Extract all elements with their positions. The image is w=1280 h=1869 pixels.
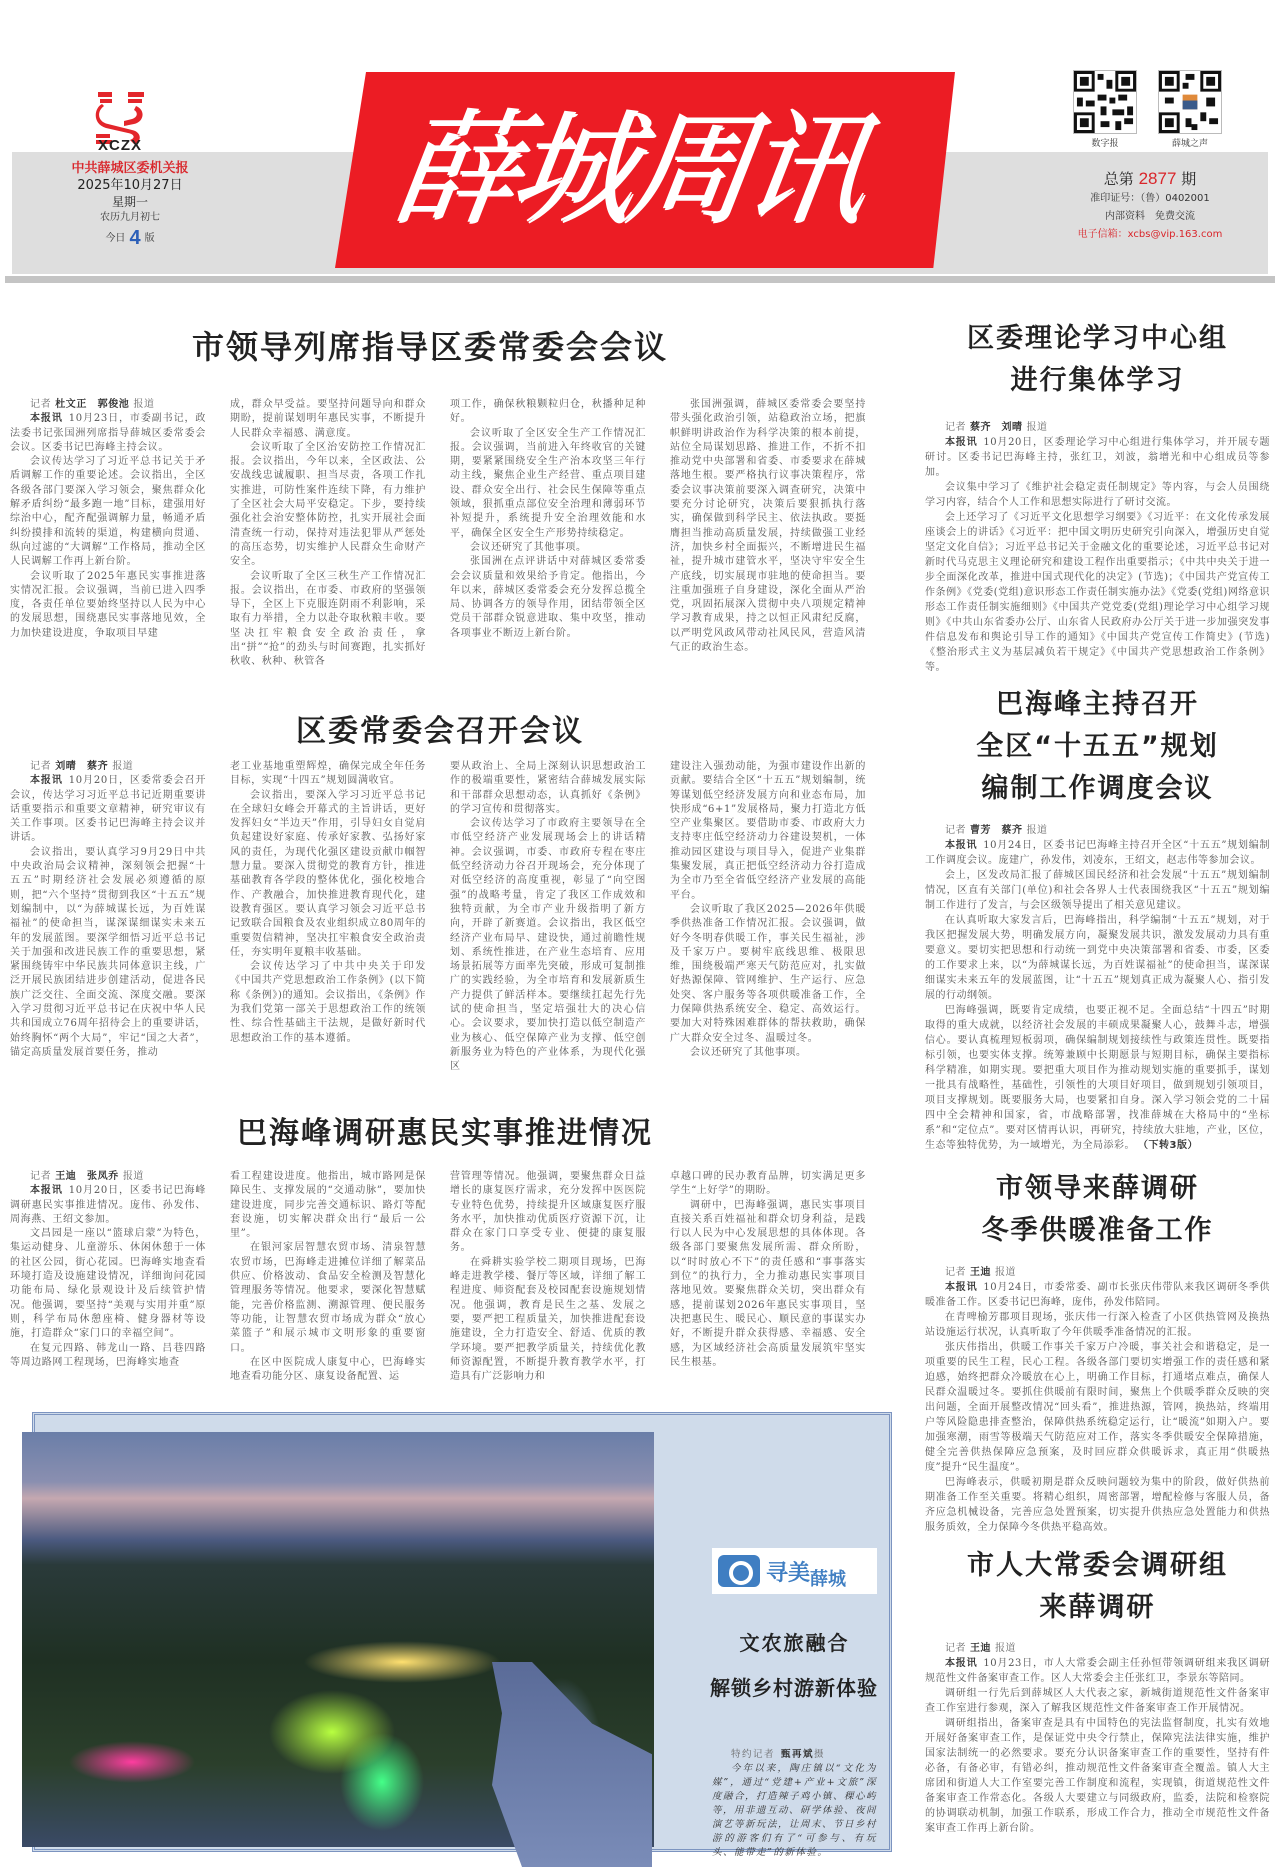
paragraph: 会上，区发改局汇报了薛城区国民经济和社会发展“十五五”规划编制情况，区直有关部门(单位)和社会各界人士代表围绕我区“十五五”规划编制工作进行了发言，与会区级领导提出了相关意见建议。 xyxy=(925,870,1270,912)
lead-paragraph: 本报讯 10月20日，区委书记巴海峰调研惠民实事推进情况。庞伟、孙发伟、周海燕、王绍文参加。 xyxy=(10,1185,206,1225)
paragraph: 会议传达学习了习近平总书记关于矛盾调解工作的重要论述。会议指出，全区各级各部门要深入学习领会，聚焦群众化解矛盾纠纷“最多跑一地”目标，建强用好综治中心，配齐配强调解力量，畅通矛盾纠纷摸排和流转的渠道，构建横向贯通、纵向过滤的“大调解”工作格局，推动全区人民调解工作再上新台阶。 xyxy=(10,456,206,568)
paragraph: 会议集中学习了《维护社会稳定责任制规定》等内容，与会人员围绕学习内容，结合个人工作和思想实际进行了研讨交流。 xyxy=(925,482,1270,509)
night-park-photo[interactable] xyxy=(22,1432,654,1847)
page-count-suffix: 版 xyxy=(144,233,155,244)
reporter-names: 曹芳 蔡齐 xyxy=(970,825,1023,836)
headline[interactable] xyxy=(925,1545,1270,1629)
reporter-names: 蔡齐 刘晴 xyxy=(970,422,1023,433)
column-logo-text-a: 寻美 xyxy=(766,1560,811,1586)
byline-text: 记者 xyxy=(945,422,966,433)
paragraph: 看工程建设进度。他指出，城市路网是保障民生、支撑发展的“交通动脉”，要加快建设进度，同步完善交通标识、路灯等配套设施，切实解决群众出行“最后一公里”。 xyxy=(230,1171,426,1240)
page-count xyxy=(20,226,240,251)
lead-tag: 本报讯 xyxy=(945,1658,978,1670)
byline-text: 记者 xyxy=(945,825,966,836)
byline xyxy=(10,760,206,774)
newspaper-title: 薛城周讯 xyxy=(384,98,870,242)
qr-label-digital: 数字报 xyxy=(1091,139,1119,149)
issue-number xyxy=(1040,168,1260,190)
weekday: 星期一 xyxy=(111,195,148,209)
paragraph: 本报讯 10月23日，市人大常委会副主任孙恒带领调研组来我区调研规范性文件备案审查工作。区人大常委会主任张红卫，李景东等陪同。 xyxy=(925,1658,1271,1685)
paragraph: 会议听取了我区2025—2026年供暖季供热准备工作情况汇报。会议强调，做好今冬明春供暖工作，事关民生福祉，涉及千家万户。要树牢底线思维、极限思维，围绕极端严寒天气防范应对，扎实做好热源保障、管网维护、生产运行、应急处突、客户服务等各项供暖准备工作，全力保障供热系统安全、稳定、高效运行。要加大对特殊困难群体的帮扶救助，确保广大群众安全过冬、温暖过冬。 xyxy=(670,903,866,1044)
paragraph: 在舜耕实验学校二期项目现场，巴海峰走进教学楼、餐厅等区域，详细了解工程进度、师资配套及校园配套设施规划情况。他强调，教育是民生之基、发展之要，要严把工程质量关，加快推进配套设施建设，全力打造安全、舒适、优质的教学环境。要严把教学质量关，持续优化教师资源配置，不断提升教育教学水平，打造具有广泛影响力和 xyxy=(450,1256,646,1383)
article-columns xyxy=(10,1170,905,1384)
paragraph: 张庆伟指出，供暖工作事关千家万户冷暖，事关社会和谐稳定，是一项重要的民生工程，民心工程。各级各部门要切实增强工作的责任感和紧迫感，始终把群众冷暖放在心上，明确工作目标，打通堵点难点，确保人民群众温暖过冬。要抓住供暖前有限时间，聚焦上个供暖季群众反映的突出问题，全面开展整改情况“回头看”，推进热源，管网，换热站，终端用户等风险隐患排查整治，保障供热系统稳定运行，让“暖流”如期入户。要加强寒潮，雨雪等极端天气防范应对工作，落实冬季供暖安全保障措施，健全完善供热保障应急预案，及时回应群众供暖诉求，真正用“供暖热度”提升“民生温度”。 xyxy=(925,1342,1270,1474)
headline-line: 区委理论学习中心组 xyxy=(967,323,1228,354)
reporter-names: 王迪 xyxy=(970,1267,991,1278)
paragraph: 会上还学习了《习近平文化思想学习纲要》《习近平：在文化传承发展座谈会上的讲话》《习近平：把中国文明历史研究引向深入，增强历史自觉坚定文化自信》；习近平总书记关于金融文化的重要论述，习近平总书记对新时代马克思主义理论研究和建设工程作出重要指示；《中共中央关于进一步全面深化改革，推进中国式现代化的决定》(节选)；《中国共产党宣传工作条例》《党委(党组)意识形态工作责任制实施办法》《党委(党组)网络意识形态工作责任制实施细则》《中国共产党党委(党组)理论学习中心组学习规则》《中共山东省委办公厅、山东省人民政府办公厅关于进一步加强突发事件信息发布和舆论引导工作的通知》《中国共产党宣传工作简史》(节选)《整治形式主义为基层减负若干规定》《中国共产党思想政治工作条例》等。 xyxy=(925,512,1270,674)
article-column xyxy=(10,398,206,670)
lead-tag: 本报讯 xyxy=(945,1282,978,1294)
headline-line: 市人大常委会调研组 xyxy=(967,1550,1228,1581)
qr-code-icon[interactable] xyxy=(1073,70,1137,134)
paragraph: 要从政治上、全局上深刻认识思想政治工作的极端重要性，紧密结合薛城发展实际和干部群众思想动态，认真抓好《条例》的学习宣传和贯彻落实。 xyxy=(450,761,646,815)
paragraph: 文昌园是一座以“篮球启蒙”为特色，集运动健身、儿童游乐、休闲休憩于一体的社区公园，街心花园。巴海峰实地查看环境打造及设施建设情况，详细询问花园功能布局、绿化景观设计及后续管护情况。他强调，要坚持“美观与实用并重”原则，科学布局休憩座椅、健身器材等设施，打造群众“家门口的幸福空间”。 xyxy=(10,1228,206,1340)
paragraph: 在青啤榆芳郡项目现场，张庆伟一行深入检查了小区供热管网及换热站设施运行状况，认真听取了今年供暖季准备情况的汇报。 xyxy=(925,1312,1270,1339)
river-shape xyxy=(452,1662,652,1867)
article-column xyxy=(670,398,866,670)
paragraph: 卓越口碑的民办教育品牌，切实满足更多学生“上好学”的期盼。 xyxy=(670,1171,866,1197)
distribution-notice: 内部资料 免费交流 xyxy=(1105,211,1195,222)
lead-paragraph: 本报讯 10月23日，市委副书记，政法委书记张国洲列席指导薛城区委常委会会议。区委书记巴海峰主持会议。 xyxy=(10,413,206,453)
paragraph: 本报讯 10月24日，市委常委、副市长张庆伟带队来我区调研冬季供暖准备工作。区委书记巴海峰，庞伟，孙发伟陪同。 xyxy=(925,1282,1271,1309)
lead-tag: 本报讯 xyxy=(30,775,63,787)
camera-icon xyxy=(718,1555,760,1587)
issue-number-value: 2877 xyxy=(1138,169,1177,188)
article-column xyxy=(450,398,646,670)
paragraph: 调研组指出，备案审查是具有中国特色的宪法监督制度，扎实有效地开展好备案审查工作，是保证党中央令行禁止，保障宪法法律实施，维护国家法制统一的必然要求。要充分认识备案审查工作的重要性，坚持有件必备，有备必审，有错必纠，推动规范性文件备案审查全覆盖。镇人大主席团和街道人大工作室要完善工作制度和流程，实现镇，街道规范性文件备案审查工作常态化。各级人大要建立与同级政府，监委，法院和检察院的协调联动机制，加强工作联系，形成工作合力，推动全市规范性文件备案审查工作再上新台阶。 xyxy=(925,1718,1270,1835)
feature-caption-text: 今年以来，陶庄镇以“文化为媒”，通过“党建+产业+文旅”深度融合，打造辣子鸡小镇、稞心屿等，用非遗互动、研学体验、夜间演艺等新玩法，让周末、节日乡村游的游客们有了“可参与、有玩头、能带走”的新体验。 xyxy=(712,1763,878,1858)
headline[interactable] xyxy=(925,684,1270,810)
column-logo xyxy=(712,1548,877,1594)
paragraph: 会议听取了全区安全生产工作情况汇报。会议强调，当前进入年终收官的关键期，要紧紧围绕安全生产治本攻坚三年行动主线，聚焦企业生产经营、重点项目建设、群众安全出行、社会民生保障等重点领域，狠抓重点部位安全治理和薄弱环节补短提升，系统提升安全治理效能和水平，确保全区安全生产形势持续稳定。 xyxy=(450,427,646,539)
article-columns xyxy=(10,398,905,670)
paragraph: 在认真听取大家发言后，巴海峰指出，科学编制“十五五”规划，对于我区把握发展大势，明确发展方向，凝聚发展共识，激发发展动力具有重要意义。要切实把思想和行动统一到党中央决策部署和省委、市委，区委的工作要求上来，以“为薛城谋长远，为百姓谋福祉”的使命担当，谋深谋细谋实未来五年的发展蓝图，让“十五五”规划真正成为凝聚人心、指引发展的行动纲领。 xyxy=(925,915,1270,1002)
paragraph: 巴海峰表示，供暖初期是群众反映问题较为集中的阶段，做好供热前期准备工作至关重要。将精心组织，周密部署，增配检修与客服人员，备齐应急机械设备，完善应急处置预案，切实提升供热应急处置能力和供热服务质效，全力保障今冬供热平稳高效。 xyxy=(925,1477,1270,1534)
logo-text: XCZX xyxy=(97,137,142,154)
byline xyxy=(925,1266,1270,1280)
byline-text: 记者 xyxy=(30,1171,52,1182)
headline[interactable] xyxy=(925,1168,1270,1252)
byline-text: 报道 xyxy=(1026,825,1048,836)
paragraph: 会议听取了全区治安防控工作情况汇报。会议指出，今年以来，全区政法、公安战线忠诚履职、担当尽责，各项工作扎实推进，可防性案件连续下降，有力维护了全区社会大局平安稳定。下步，要持续强化社会治安整体防控，扎实开展社会面清查统一行动，保持对违法犯罪从严惩处的高压态势，切实维护人民群众生命财产安全。 xyxy=(230,441,426,568)
paragraph: 项工作，确保秋粮颗粒归仓，秋播种足种好。 xyxy=(450,399,646,425)
byline xyxy=(10,398,206,412)
headline[interactable]: 市领导列席指导区委常委会会议 xyxy=(191,328,668,366)
qr-code-icon[interactable] xyxy=(1158,70,1222,134)
qr-pattern-icon xyxy=(1159,71,1221,133)
byline-text: 记者 xyxy=(30,761,52,772)
paragraph: 会议指出，要认真学习9月29日中共中央政治局会议精神，深刻领会把握“十五五”时期经济社会发展必须遵循的原则，把“六个坚持”贯彻到我区“十五五”规划编制中，以“为薛城谋长远，为百姓谋福祉”的使命担当，谋深谋细谋实未来五年的发展蓝图。要深学细悟习近平总书记关于加强和改进民族工作的重要思想，紧紧围绕铸牢中华民族共同体意识主线，广泛开展民族团结进步创建活动，促进各民族广泛交往、全面交流、深度交融。要深入学习贯彻习近平总书记在庆祝中华人民共和国成立76周年招待会上的重要讲话，始终胸怀“两个大局”，牢记“国之大者”，锚定高质量发展首要任务，推动 xyxy=(10,846,206,1058)
paragraph: 本报讯 10月20日，区委理论学习中心组进行集体学习，并开展专题研讨。区委书记巴海峰主持，张红卫，刘波，翁增光和中心组成员等参加。 xyxy=(925,437,1271,479)
article-column xyxy=(230,398,426,670)
paragraph: 本报讯 10月24日，区委书记巴海峰主持召开全区“十五五”规划编制工作调度会议。庞建广，孙发伟，刘凌东，王绍文，赵志伟等参加会议。 xyxy=(925,840,1270,867)
article-column xyxy=(450,1170,646,1384)
headline-line: 市领导来薛调研 xyxy=(996,1173,1199,1204)
headline-line: 来薛调研 xyxy=(1039,1592,1156,1623)
paragraph: 会议听取了2025年惠民实事推进落实情况汇报。会议强调，当前已进入四季度，各责任单位要始终坚持以人民为中心的发展思想，围绕惠民实事落地见效，全力加快建设进度，争取项目早建 xyxy=(10,570,206,639)
photographer-byline: 特约记者 甄再斌摄 xyxy=(731,1749,826,1760)
byline-text: 记者 xyxy=(30,399,52,410)
masthead-info-right xyxy=(1040,168,1260,244)
headline-line: 编制工作调度会议 xyxy=(981,773,1214,804)
paragraph: 调研中，巴海峰强调，惠民实事项目直接关系百姓福祉和群众切身利益，是践行以人民为中心发展思想的具体体现。各级各部门要聚焦发展所需、群众所盼，以“时时放心不下”的责任感和“事事落实到位”的执行力，全力推动惠民实事项目落地见效。要聚焦群众关切，突出群众有感，提前谋划2026年惠民实事项目，坚决把惠民生、暖民心、顺民意的事谋实办好，不断提升群众获得感、幸福感、安全感，为区域经济社会高质量发展筑牢坚实民生根基。 xyxy=(670,1199,866,1368)
headline-line: 巴海峰主持召开 xyxy=(996,689,1199,720)
article-column xyxy=(10,1170,206,1384)
paragraph: 会议听取了全区三秋生产工作情况汇报。会议指出，在市委、市政府的坚强领导下，全区上下克服连阴雨不利影响，采取有力举措，全力以赴夺取秋粮丰收。要坚决扛牢粮食安全政治责任，拿出“拼”“抢”的劲头与时间赛跑，扎实抓好秋收、秋种、秋管各 xyxy=(230,570,426,668)
paragraph: 巴海峰强调，既要肯定成绩，也要正视不足。全面总结“十四五”时期取得的重大成就，以经济社会发展的丰硕成果凝聚人心，鼓舞斗志，增强信心。要认真梳理短板弱项，确保编制规划接续性与政策连贯性。既要指标引领，也要实体支撑。统筹兼顾中长期愿景与短期目标，确保主要指标科学精准，如期实现。要把重大项目作为推动规划实施的重要抓手，谋划一批具有战略性，基础性，引领性的大项目好项目，做到规划引领项目，项目支撑规划。既要服务大局，也要紧扣自身。深入学习领会党的二十届四中全会精神和国家，省，市战略部署，找准薛城在大格局中的“坐标系”和“定位点”。要对区情再认识，再研究，持续放大驻地，产业，区位，生态等独特优势，为一域增光，为全局添彩。 （下转3版） xyxy=(925,1005,1270,1152)
page-count-number: 4 xyxy=(129,227,141,249)
article-body xyxy=(925,824,1270,1153)
paragraph: 会议传达学习了中共中央关于印发《中国共产党思想政治工作条例》(以下简称《条例》)的通知。会议指出，《条例》作为我们党第一部关于思想政治工作的统领性、综合性基础主干法规，是做好新时代思想政治工作的基本遵循。 xyxy=(230,961,426,1044)
reporter-names: 杜文正 郭俊池 xyxy=(55,399,130,410)
masthead-info-left xyxy=(20,160,240,251)
article-column xyxy=(450,760,646,1075)
paragraph: 会议还研究了其他事项。 xyxy=(690,1046,807,1058)
photographer-name: 甄再斌 xyxy=(781,1749,815,1760)
masthead-divider xyxy=(5,276,1275,283)
article-body xyxy=(925,1642,1270,1836)
byline xyxy=(925,421,1270,435)
headline-line: 进行集体学习 xyxy=(1010,365,1185,396)
lead-tag: 本报讯 xyxy=(30,1185,63,1197)
byline xyxy=(925,1642,1270,1656)
article-column xyxy=(670,760,866,1075)
byline xyxy=(10,1170,206,1184)
byline xyxy=(925,824,1270,838)
paragraph: 在区中医院成人康复中心，巴海峰实地查看功能分区、康复设备配置、运 xyxy=(230,1356,426,1383)
byline-text: 报道 xyxy=(122,1171,145,1182)
byline-text: 记者 xyxy=(945,1643,966,1654)
article-body xyxy=(925,421,1270,675)
article-column xyxy=(230,1170,426,1384)
column-logo-text-b: 薛城 xyxy=(810,1569,847,1590)
page-count-prefix: 今日 xyxy=(105,233,126,244)
reporter-names: 王迪 张凤乔 xyxy=(55,1171,119,1182)
byline-text: 报道 xyxy=(995,1267,1016,1278)
headline[interactable] xyxy=(925,318,1270,402)
paragraph: 调研组一行先后到薛城区人大代表之家，新城街道规范性文件备案审查工作室进行参观，深入了解我区规范性文件备案审查工作开展情况。 xyxy=(925,1688,1270,1715)
paragraph: 营管理等情况。他强调，要聚焦群众日益增长的康复医疗需求，充分发挥中医医院专业特色优势，持续提升区域康复医疗服务水平，加快推动优质医疗资源下沉，让群众在家门口享受专业、便捷的康复服务。 xyxy=(450,1171,646,1254)
article-columns xyxy=(10,760,905,1075)
photo-feature-box xyxy=(22,1412,902,1858)
print-permit: 准印证号：（鲁）0402001 xyxy=(1090,193,1210,204)
article-column xyxy=(230,760,426,1075)
continued-on-page[interactable]: （下转3版） xyxy=(1143,1140,1198,1152)
qr-label-voice: 薛城之声 xyxy=(1171,139,1208,149)
paragraph: 成，群众早受益。要坚持问题导向和群众期盼，提前谋划明年惠民实事，不断提升人民群众幸福感、满意度。 xyxy=(230,399,426,439)
paragraph: 张国洲在点评讲话中对薛城区委常委会会议质量和效果给予肯定。他指出，今年以来，薛城区委常委会充分发挥总揽全局、协调各方的领导作用，团结带领全区党员干部群众锐意进取、集中攻坚，推动各项事业不断迈上新台阶。 xyxy=(450,556,646,639)
article-body xyxy=(925,1266,1270,1535)
paragraph: 在复元四路、韩龙山一路、吕巷四路等周边路网工程现场，巴海峰实地查 xyxy=(10,1342,206,1368)
issue-prefix: 总第 xyxy=(1103,170,1134,188)
article-column xyxy=(10,760,206,1075)
paragraph: 老工业基地重塑辉煌，确保完成全年任务目标，实现“十四五”规划圆满收官。 xyxy=(230,761,426,787)
publisher-org: 中共薛城区委机关报 xyxy=(71,161,189,176)
byline-text: 报道 xyxy=(995,1643,1016,1654)
paragraph: 会议指出，要深入学习习近平总书记在全球妇女峰会开幕式的主旨讲话，更好发挥妇女“半边天”作用，引导妇女自觉肩负起建设好家庭、传承好家教、弘扬好家风的责任，为现代化强区建设贡献巾帼智慧力量。要深入贯彻党的教育方针，推进基础教育各学段的整体优化，强化校地合作、产教融合，加快推进教育现代化，建设教育强区。要认真学习领会习近平总书记致联合国粮食及农业组织成立80周年的重要贺信精神，坚决扛牢粮食安全政治责任，夯实明年夏粮丰收基础。 xyxy=(230,789,426,958)
byline-text: 报道 xyxy=(1026,422,1048,433)
paragraph: 会议还研究了其他事项。 xyxy=(470,541,587,553)
contact-email[interactable]: 电子信箱：xcbs@vip.163.com xyxy=(1077,229,1223,240)
article-column xyxy=(670,1170,866,1384)
reporter-names: 王迪 xyxy=(970,1643,991,1654)
lead-paragraph: 本报讯 10月20日，区委常委会召开会议，传达学习习近平总书记近期重要讲话重要指示和重要文章精神，研究审议有关工作事项。区委书记巴海峰主持会议并讲话。 xyxy=(10,775,206,844)
lunar-date: 农历九月初七 xyxy=(100,212,160,223)
feature-headline-1[interactable]: 文农旅融合 xyxy=(739,1631,850,1655)
headline[interactable]: 区委常委会召开会议 xyxy=(296,714,584,749)
reporter-names: 刘晴 蔡齐 xyxy=(55,761,109,772)
qr-pattern-icon xyxy=(1074,71,1136,133)
paragraph: 在银河家居智慧农贸市场、清泉智慧农贸市场，巴海峰走进摊位详细了解菜品供应、价格波动、食品安全检测及智慧化管理服务等情况。他要求，要深化智慧赋能，完善价格监测、溯源管理、便民服务等功能，让智慧农贸市场成为群众“放心菜篮子”和展示城市文明形象的重要窗口。 xyxy=(230,1242,426,1354)
paragraph: 会议传达学习了市政府主要领导在全市低空经济产业发展现场会上的讲话精神。会议强调，市委、市政府专程在枣庄低空经济动力谷召开现场会，充分体现了对低空经济的高度重视，彰显了“向空图强”的战略考量，肯定了我区工作成效和独特贡献，为全市产业升级指明了新方向，开辟了新赛道。会议指出，我区低空经济产业布局早、建设快，通过前瞻性规划、系统性推进，在产业生态培育、应用场景拓展等方面率先突破，形成可复制推广的实践经验，为全市培育和发展新质生产力提供了鲜活样本。要继续扛起先行先试的使命担当，坚定培强壮大的决心信心。会议要求，要加快打造以低空制造产业为核心、低空保障产业为支撑、低空创新服务业为特色的产业体系，为现代化强区 xyxy=(450,818,646,1073)
masthead xyxy=(0,0,1280,300)
headline[interactable]: 巴海峰调研惠民实事推进情况 xyxy=(237,1116,653,1151)
lead-tag: 本报讯 xyxy=(945,840,978,852)
byline-text: 记者 xyxy=(945,1267,966,1278)
headline-line: 全区“十五五”规划 xyxy=(976,731,1219,762)
feature-caption xyxy=(712,1748,877,1860)
paragraph: 建设注入强劲动能，为强市建设作出新的贡献。要结合全区“十五五”规划编制，统筹谋划低空经济发展方向和业态布局，加快形成“6+1”发展格局，聚力打造北方低空产业集聚区。要借助市委、市政府大力支持枣庄低空经济动力谷建设契机，一体推动园区建设与项目导入，促进产业集群集聚发展，真正把低空经济动力谷打造成为全市乃至全省低空经济产业发展的高能平台。 xyxy=(670,761,866,901)
issue-suffix: 期 xyxy=(1181,170,1197,188)
feature-headline-2[interactable]: 解锁乡村游新体验 xyxy=(710,1676,878,1700)
lead-tag: 本报讯 xyxy=(30,413,63,425)
paragraph: 张国洲强调，薛城区委常委会要坚持带头强化政治引领，站稳政治立场，把旗帜鲜明讲政治作为科学决策的根本前提，站位全局谋划思路、推进工作，不折不扣推动党中央部署和省委、市委要求在薛城落地生根。要严格执行议事决策程序，常委会议事决策前要深入调查研究，决策中要充分讨论研究，决策后要狠抓执行落实，确保做到科学民主、依法执政。要挺膺担当推动高质量发展，持续做强工业经济，加快乡村全面振兴，不断增进民生福祉，提升城市建管水平，坚决守牢安全生产底线，切实展现市驻地的使命担当。要注重加强班子自身建设，深化全面从严治党，巩固拓展深入贯彻中央八项规定精神学习教育成果，持之以恒正风肃纪反腐，以严明党风政风带动社风民风，营造风清气正的政治生态。 xyxy=(670,399,866,654)
byline-text: 报道 xyxy=(112,761,134,772)
headline-line: 冬季供暖准备工作 xyxy=(981,1215,1214,1246)
issue-date: 2025年10月27日 xyxy=(77,178,183,193)
byline-text: 报道 xyxy=(133,399,155,410)
lead-tag: 本报讯 xyxy=(945,437,978,449)
